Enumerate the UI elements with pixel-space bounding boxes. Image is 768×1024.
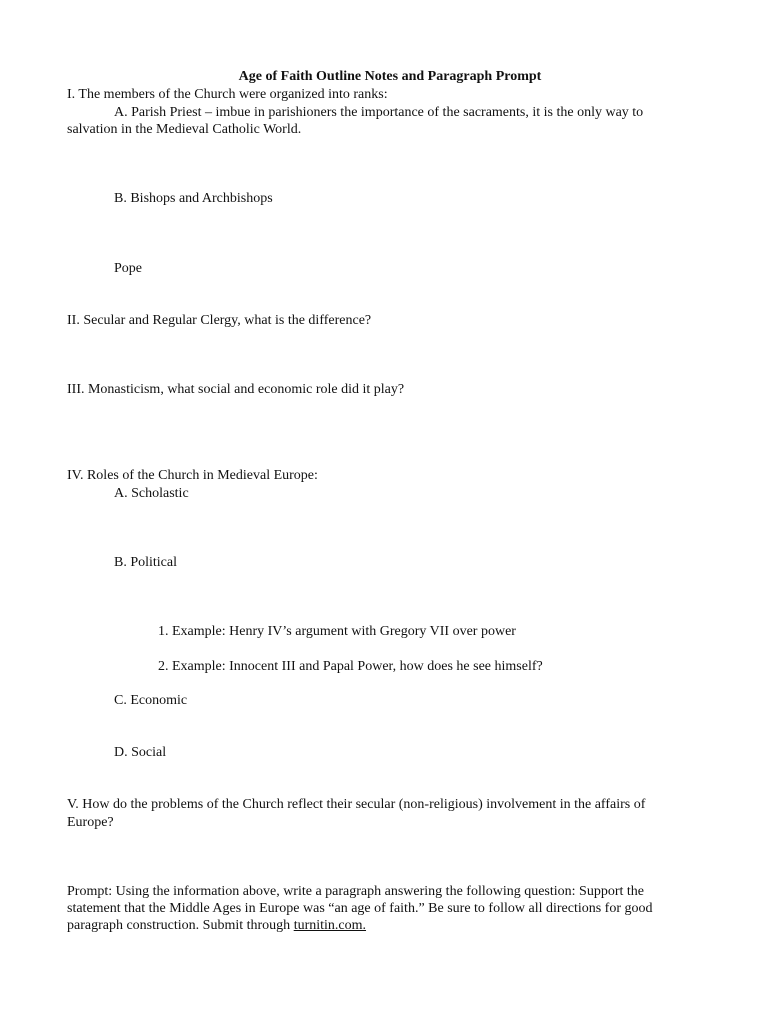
section-4-example-1: 1. Example: Henry IV’s argument with Gregory VII over power <box>158 624 516 639</box>
section-5-line-1: V. How do the problems of the Church reflect their secular (non-religious) involvement in the affairs of <box>67 797 646 812</box>
section-1-item-a-continued: salvation in the Medieval Catholic World. <box>67 122 302 137</box>
section-4-heading: IV. Roles of the Church in Medieval Europe: <box>67 468 318 483</box>
section-5-line-2: Europe? <box>67 815 114 830</box>
section-1-pope: Pope <box>114 261 142 276</box>
document-title: Age of Faith Outline Notes and Paragraph Prompt <box>238 69 542 84</box>
section-4-item-c: C. Economic <box>114 693 188 708</box>
turnitin-link[interactable]: turnitin.com. <box>293 918 367 933</box>
section-3-heading: III. Monasticism, what social and economic role did it play? <box>67 382 405 397</box>
section-4-item-a: A. Scholastic <box>114 486 189 501</box>
prompt-line-1: Prompt: Using the information above, write a paragraph answering the following question: Support the <box>67 884 644 899</box>
section-4-item-b: B. Political <box>114 555 177 570</box>
prompt-line-2: statement that the Middle Ages in Europe was “an age of faith.” Be sure to follow all directions for good <box>67 901 653 916</box>
prompt-line-3 <box>67 917 366 934</box>
section-1-item-b: B. Bishops and Archbishops <box>114 191 273 206</box>
section-4-example-2: 2. Example: Innocent III and Papal Power, how does he see himself? <box>158 659 543 674</box>
section-1-item-a: A. Parish Priest – imbue in parishioners the importance of the sacraments, it is the only way to <box>114 105 644 120</box>
prompt-line-3-text: paragraph construction. Submit through <box>67 918 294 933</box>
section-1-heading: I. The members of the Church were organized into ranks: <box>67 87 388 102</box>
section-2-heading: II. Secular and Regular Clergy, what is the difference? <box>67 313 372 328</box>
section-4-item-d: D. Social <box>114 745 167 760</box>
